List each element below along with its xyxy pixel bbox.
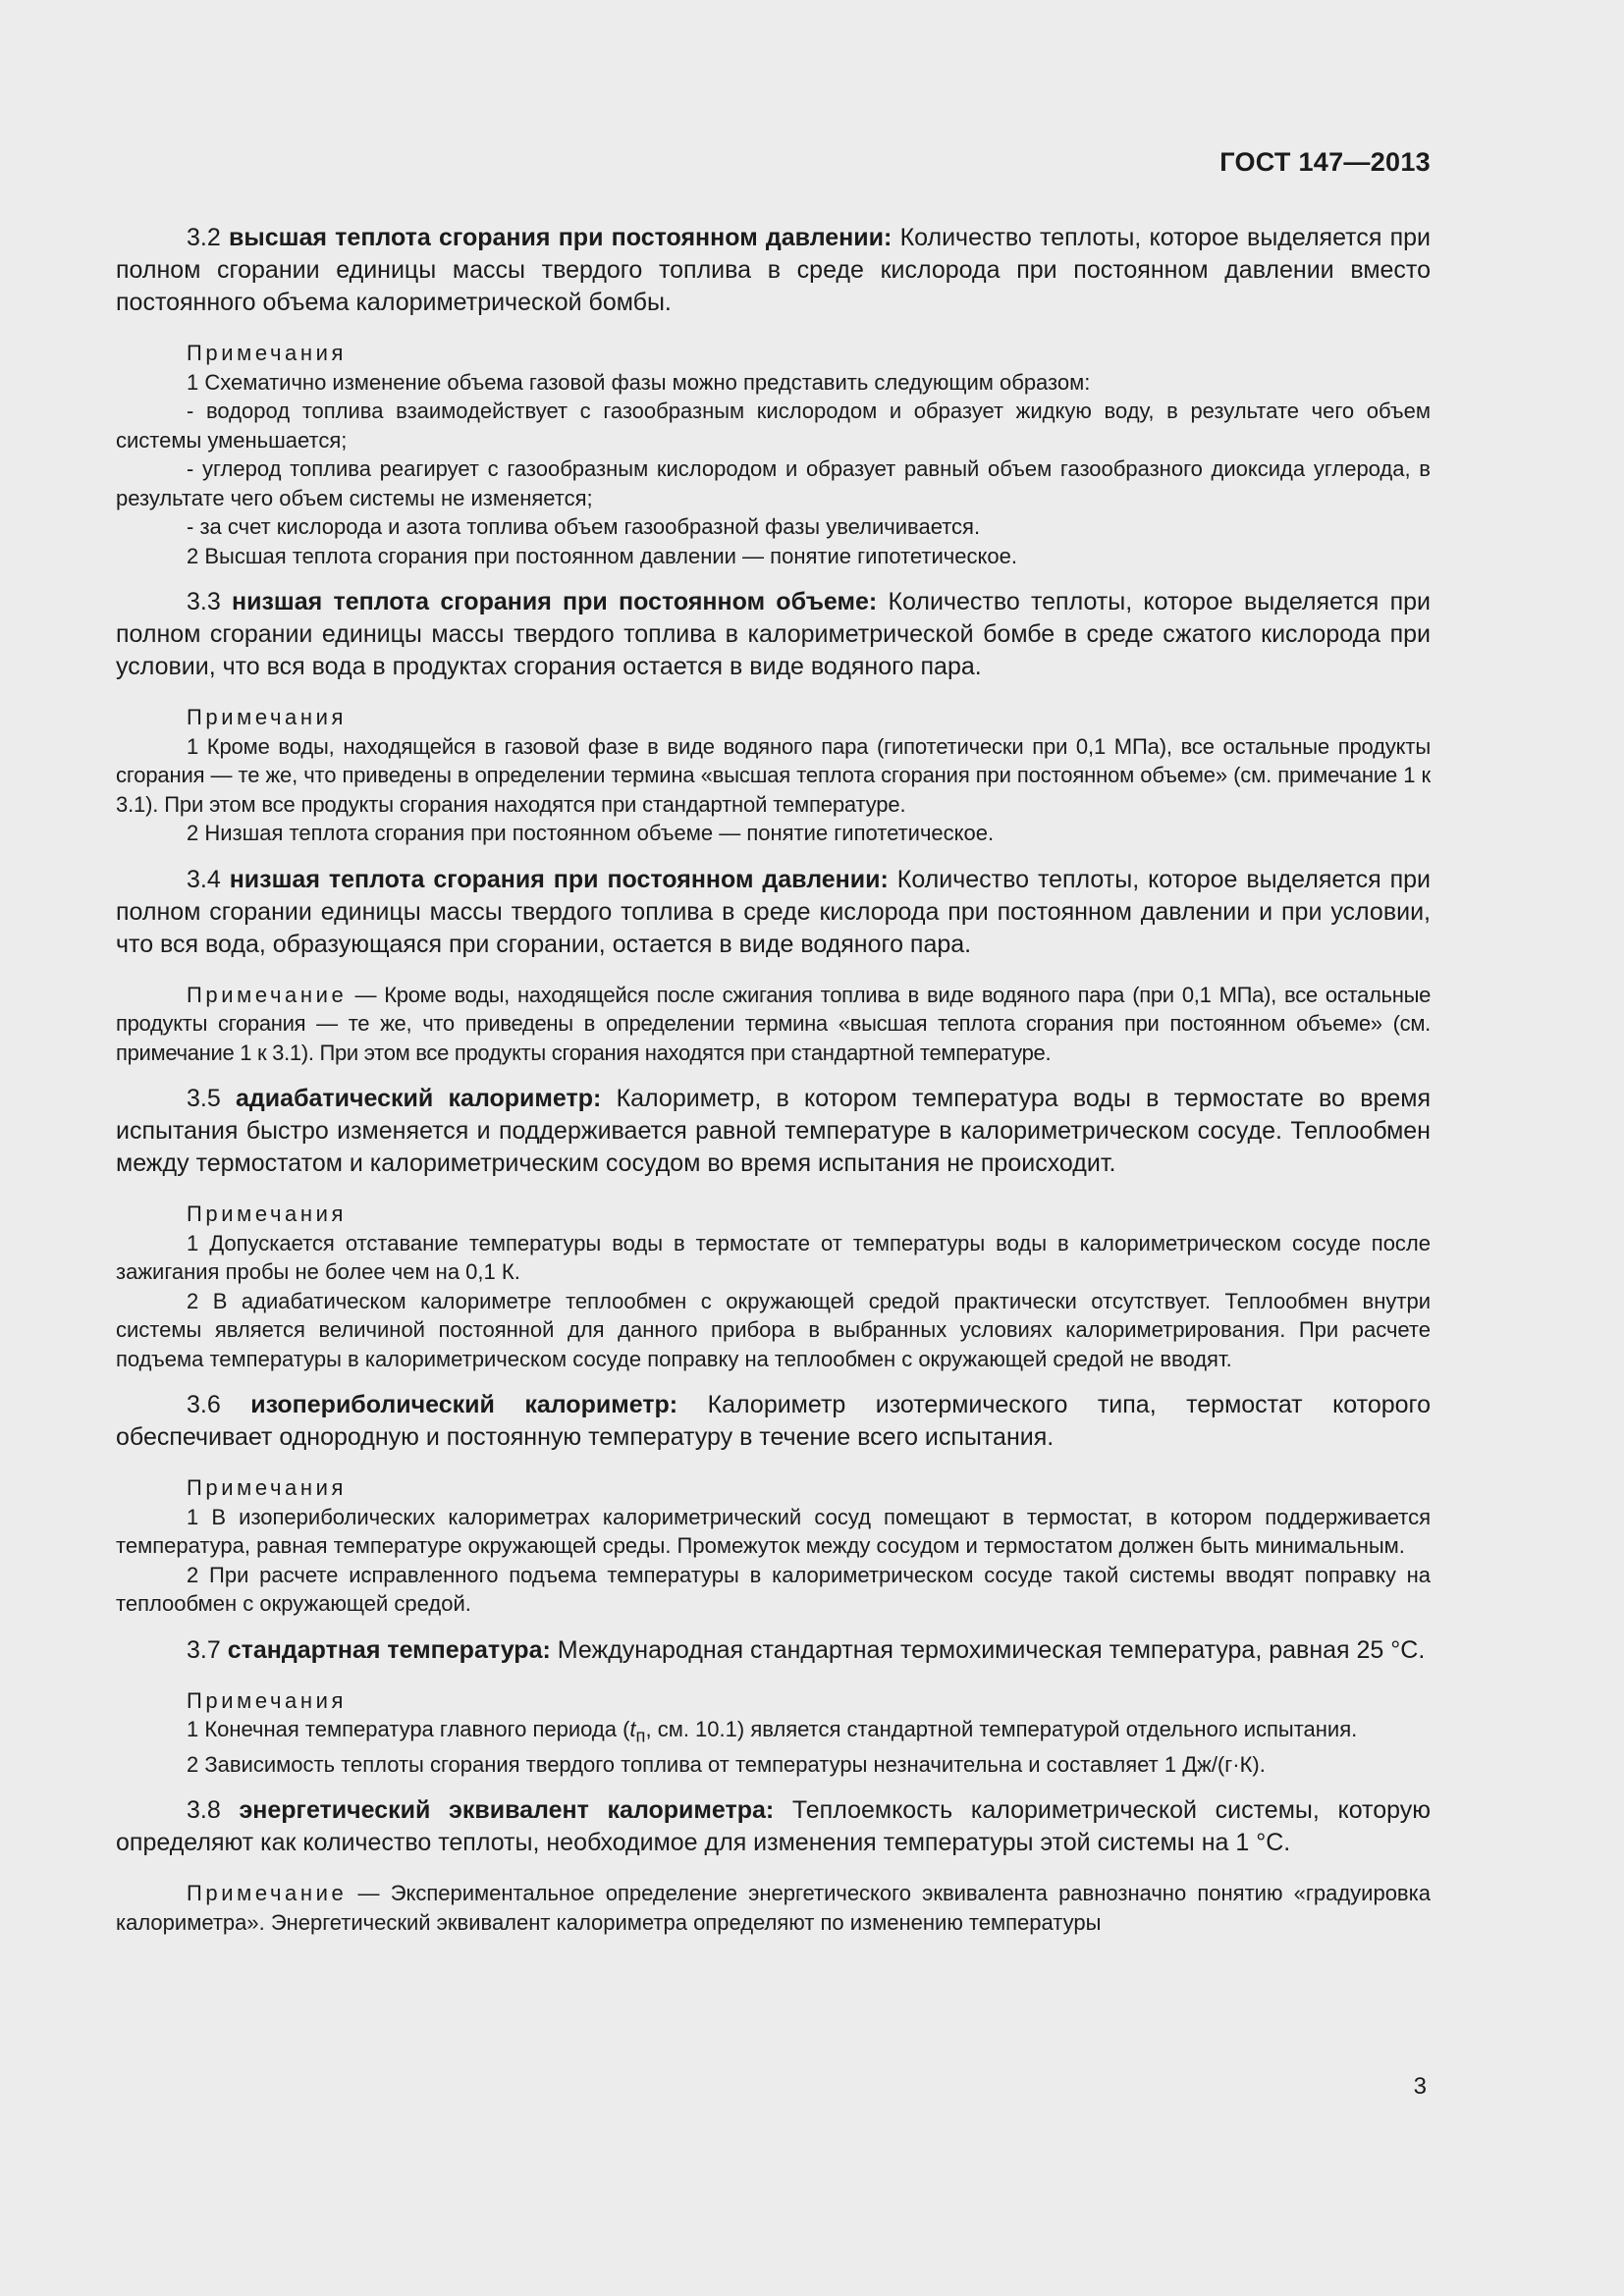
term-number: 3.7 [187, 1635, 221, 1664]
note-3-4 [116, 981, 1431, 1068]
term-number: 3.8 [187, 1796, 221, 1825]
term-definition: Количество теплоты, которое выделяется при полном сгорании единицы массы твердого топлива в калориметрической бомбе в среде сжатого кислорода при условии, что вся вода в продуктах сгорания остается в виде водяного пара. [116, 588, 1431, 680]
term-number: 3.6 [187, 1391, 221, 1418]
term-3-2 [116, 222, 1431, 319]
note-item: 2 Низшая теплота сгорания при постоянном объеме — понятие гипотетическое. [187, 821, 995, 845]
note-item: 1 Схематично изменение объема газовой фазы можно представить следующим образом: [187, 369, 1091, 395]
document-code-header: ГОСТ 147—2013 [1219, 147, 1431, 177]
term-definition: Теплоемкость калориметрической системы, которую определяют как количество теплоты, необходимое для изменения температуры этой системы на 1 °С. [116, 1796, 1431, 1857]
term-title: стандартная температура: [227, 1635, 551, 1664]
notes-title: Примечания [187, 705, 348, 729]
term-definition: Калориметр, в котором температура воды в термостате во время испытания быстро изменяется и поддерживается равной температуре в калориметрическом сосуде. Теплообмен между термостатом и калориметрическим сосудом во время испытания не происходит. [116, 1085, 1432, 1177]
note-item: 2 Высшая теплота сгорания при постоянном давлении — понятие гипотетическое. [187, 543, 1017, 568]
note-item: 2 Зависимость теплоты сгорания твердого топлива от температуры незначительна и составляет 1 Дж/(г·К). [187, 1751, 1266, 1777]
note-item: 1 В изопериболических калориметрах калориметрический сосуд помещают в термостат, в котором поддерживается температура, равная температуре окружающей среды. Промежуток между сосудом и термостатом должен быть минимальным. [116, 1504, 1431, 1558]
note-text: , см. 10.1) является стандартной температурой отдельного испытания. [645, 1717, 1358, 1741]
term-3-6 [116, 1389, 1431, 1454]
temperature-subscript: п [635, 1725, 646, 1746]
term-definition: Международная стандартная термохимическая температура, равная 25 °С. [557, 1635, 1426, 1664]
term-number: 3.5 [187, 1085, 221, 1112]
note-3-8 [116, 1879, 1431, 1937]
term-title: низшая теплота сгорания при постоянном давлении: [229, 865, 889, 893]
term-3-7 [116, 1634, 1431, 1667]
note-label: Примечание [187, 1881, 348, 1906]
term-definition: Количество теплоты, которое выделяется при полном сгорании единицы массы твердого топлива в среде кислорода при постоянном давлении и при условии, что вся вода, образующаяся при сгорании, остается в виде водяного пара. [116, 865, 1431, 958]
term-3-5 [116, 1083, 1431, 1180]
term-title: высшая теплота сгорания при постоянном давлении: [229, 224, 893, 251]
note-label: Примечание [187, 982, 348, 1007]
notes-title: Примечания [187, 341, 348, 365]
note-item: 2 При расчете исправленного подъема температуры в калориметрическом сосуде такой системы вводят поправку на теплообмен с окружающей средой. [116, 1562, 1431, 1616]
term-title: адиабатический калориметр: [236, 1085, 602, 1112]
temperature-symbol: t [629, 1717, 636, 1741]
notes-title: Примечания [187, 1687, 348, 1713]
notes-3-6 [116, 1473, 1431, 1619]
note-text: 1 Конечная температура главного периода ( [187, 1717, 630, 1741]
term-number: 3.4 [187, 865, 221, 893]
note-dash: — [354, 982, 377, 1007]
note-item: - за счет кислорода и азота топлива объем газообразной фазы увеличивается. [187, 514, 981, 539]
term-title: энергетический эквивалент калориметра: [239, 1796, 775, 1825]
term-number: 3.2 [187, 224, 221, 251]
document-body [116, 222, 1431, 1952]
notes-3-2 [116, 339, 1431, 570]
note-item: - углерод топлива реагирует с газообразным кислородом и образует равный объем газообразного диоксида углерода, в результате чего объем системы не изменяется; [116, 456, 1431, 510]
note-text: Кроме воды, находящейся после сжигания топлива в виде водяного пара (при 0,1 МПа), все остальные продукты сгорания — те же, что приведены в определении термина «высшая теплота сгорания при постоянном объеме» (см. примечание 1 к 3.1). При этом все продукты сгорания находятся при стандартной температуре. [116, 982, 1432, 1065]
notes-3-7 [116, 1686, 1431, 1780]
term-title: низшая теплота сгорания при постоянном объеме: [232, 588, 878, 615]
page-number: 3 [1413, 2073, 1427, 2100]
notes-title: Примечания [187, 1201, 348, 1226]
notes-3-5 [116, 1200, 1431, 1373]
term-definition: Количество теплоты, которое выделяется при полном сгорании единицы массы твердого топлива в среде кислорода при постоянном давлении вместо постоянного объема калориметрической бомбы. [116, 224, 1431, 316]
notes-3-3 [116, 703, 1431, 848]
note-dash: — [357, 1881, 380, 1906]
term-3-8 [116, 1794, 1431, 1859]
note-text: Экспериментальное определение энергетического эквивалента равнозначно понятию «градуировка калориметра». Энергетический эквивалент калориметра определяют по изменению температуры [116, 1881, 1431, 1935]
term-number: 3.3 [187, 588, 221, 615]
term-3-4 [116, 864, 1431, 961]
note-item: 2 В адиабатическом калориметре теплообмен с окружающей средой практически отсутствует. Теплообмен внутри системы является величиной постоянной для данного прибора в выбранных условиях калориметрирования. При расчете подъема температуры в калориметрическом сосуде поправку на теплообмен с окружающей средой не вводят. [116, 1288, 1431, 1371]
note-item: 1 Допускается отставание температуры воды в термостате от температуры воды в калориметрическом сосуде после зажигания пробы не более чем на 0,1 К. [116, 1230, 1431, 1284]
term-definition: Калориметр изотермического типа, термостат которого обеспечивает однородную и постоянную температуру в течение всего испытания. [116, 1391, 1432, 1451]
term-title: изопериболический калориметр: [250, 1391, 678, 1418]
notes-title: Примечания [187, 1475, 348, 1500]
note-item: 1 Кроме воды, находящейся в газовой фазе в виде водяного пара (гипотетически при 0,1 МПа), все остальные продукты сгорания — те же, что приведены в определении термина «высшая теплота сгорания при постоянном объеме» (см. примечание 1 к 3.1). При этом все продукты сгорания находятся при стандартной температуре. [116, 733, 1431, 817]
note-item: - водород топлива взаимодействует с газообразным кислородом и образует жидкую воду, в результате чего объем системы уменьшается; [116, 399, 1431, 453]
note-item [116, 1715, 1431, 1750]
term-3-3 [116, 586, 1431, 683]
